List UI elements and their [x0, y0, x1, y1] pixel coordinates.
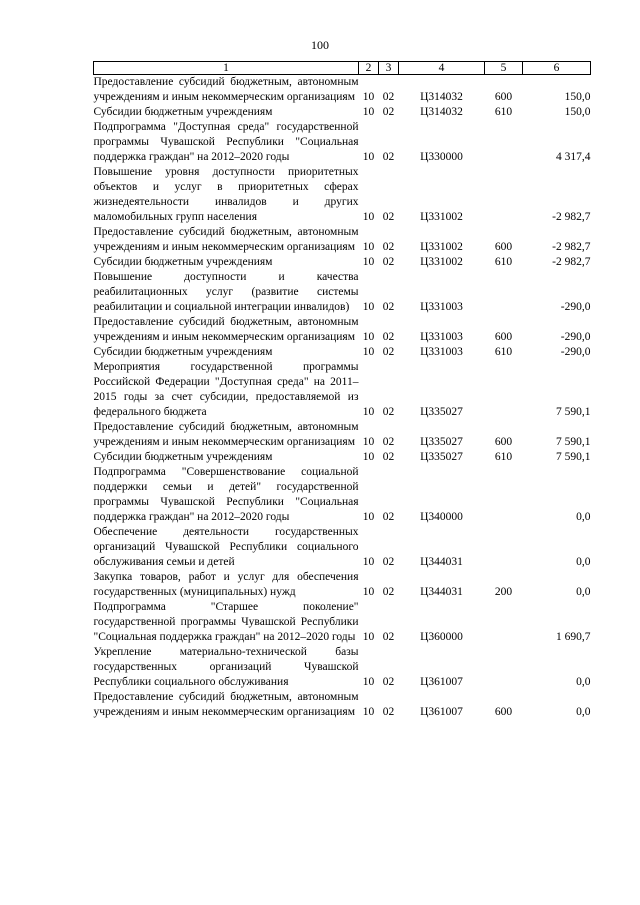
- row-section: 10: [362, 406, 375, 418]
- row-target-article: Ц335027: [420, 436, 463, 448]
- row-target-article: Ц331003: [420, 331, 463, 343]
- row-amount: 1 690,7: [556, 631, 591, 643]
- row-expense-type: 600: [494, 331, 513, 343]
- row-section: 10: [362, 211, 375, 223]
- row-subsection: 02: [382, 301, 395, 313]
- row-expense-type: [485, 360, 523, 420]
- row-subsection: 02: [382, 631, 395, 643]
- column-header-3: 3: [379, 62, 399, 75]
- row-target-article: Ц344031: [420, 556, 463, 568]
- table-row: [94, 165, 591, 225]
- row-subsection: 02: [382, 346, 395, 358]
- table-header-row: [94, 62, 591, 75]
- row-name: Предоставление субсидий бюджетным, автономным учреждениям и иным некоммерческим организациям: [93, 316, 359, 343]
- row-subsection: 02: [382, 106, 395, 118]
- row-section: 10: [362, 106, 375, 118]
- row-section: 10: [362, 451, 375, 463]
- row-subsection: 02: [382, 331, 395, 343]
- table-row: [94, 105, 591, 120]
- row-amount: 0,0: [576, 511, 591, 523]
- row-subsection: 02: [382, 91, 395, 103]
- row-amount: 7 590,1: [556, 451, 591, 463]
- row-subsection: 02: [382, 211, 395, 223]
- row-expense-type: 610: [494, 451, 513, 463]
- row-section: 10: [362, 676, 375, 688]
- table-row: [94, 570, 591, 600]
- row-name: Субсидии бюджетным учреждениям: [93, 451, 273, 463]
- row-amount: 0,0: [576, 676, 591, 688]
- row-name: Укрепление материально-технической базы государственных организаций Чувашской Республики социального обслуживания: [93, 646, 359, 688]
- row-section: 10: [362, 301, 375, 313]
- row-section: 10: [362, 331, 375, 343]
- row-amount: 150,0: [564, 91, 591, 103]
- row-section: 10: [362, 631, 375, 643]
- column-header-1: 1: [94, 62, 359, 75]
- row-expense-type: [485, 645, 523, 690]
- row-section: 10: [362, 511, 375, 523]
- row-target-article: Ц331003: [420, 346, 463, 358]
- table-row: [94, 690, 591, 720]
- row-target-article: Ц361007: [420, 706, 463, 718]
- row-expense-type: 600: [494, 706, 513, 718]
- row-amount: -290,0: [560, 346, 591, 358]
- row-expense-type: [485, 120, 523, 165]
- row-target-article: Ц340000: [420, 511, 463, 523]
- row-section: 10: [362, 706, 375, 718]
- row-section: 10: [362, 346, 375, 358]
- row-name: Мероприятия государственной программы Российской Федерации "Доступная среда" на 2011–2015 годы за счет субсидии, предоставляемой из федерального бюджета: [93, 361, 359, 418]
- row-subsection: 02: [382, 586, 395, 598]
- row-section: 10: [362, 436, 375, 448]
- row-expense-type: 600: [494, 241, 513, 253]
- table-row: [94, 645, 591, 690]
- row-subsection: 02: [382, 511, 395, 523]
- row-expense-type: [485, 270, 523, 315]
- table-row: [94, 255, 591, 270]
- row-name: Обеспечение деятельности государственных организаций Чувашской Республики социального обслуживания семьи и детей: [93, 526, 359, 568]
- row-target-article: Ц331002: [420, 241, 463, 253]
- column-header-4: 4: [399, 62, 485, 75]
- table-row: [94, 360, 591, 420]
- row-subsection: 02: [382, 256, 395, 268]
- row-name: Предоставление субсидий бюджетным, автономным учреждениям и иным некоммерческим организациям: [93, 691, 359, 718]
- row-amount: -290,0: [560, 301, 591, 313]
- row-name: Подпрограмма "Доступная среда" государственной программы Чувашской Республики "Социальная поддержка граждан" на 2012–2020 годы: [93, 121, 359, 163]
- row-name: Закупка товаров, работ и услуг для обеспечения государственных (муниципальных) нужд: [93, 571, 359, 598]
- row-subsection: 02: [382, 556, 395, 568]
- table-row: [94, 525, 591, 570]
- row-expense-type: 610: [494, 106, 513, 118]
- row-expense-type: 600: [494, 436, 513, 448]
- row-target-article: Ц331002: [420, 211, 463, 223]
- table-row: [94, 315, 591, 345]
- row-expense-type: [485, 165, 523, 225]
- row-section: 10: [362, 91, 375, 103]
- row-name: Субсидии бюджетным учреждениям: [93, 256, 273, 268]
- row-subsection: 02: [382, 436, 395, 448]
- row-subsection: 02: [382, 676, 395, 688]
- row-amount: -2 982,7: [552, 211, 591, 223]
- row-section: 10: [362, 241, 375, 253]
- row-subsection: 02: [382, 451, 395, 463]
- row-expense-type: 200: [494, 586, 513, 598]
- row-amount: -2 982,7: [552, 241, 591, 253]
- row-expense-type: [485, 525, 523, 570]
- row-expense-type: 610: [494, 256, 513, 268]
- table-row: [94, 600, 591, 645]
- column-header-2: 2: [359, 62, 379, 75]
- page-number: 100: [311, 38, 329, 52]
- row-amount: 7 590,1: [556, 406, 591, 418]
- row-target-article: Ц335027: [420, 451, 463, 463]
- row-name: Предоставление субсидий бюджетным, автономным учреждениям и иным некоммерческим организациям: [93, 76, 359, 103]
- table-row: [94, 420, 591, 450]
- table-row: [94, 345, 591, 360]
- row-target-article: Ц330000: [420, 151, 463, 163]
- row-amount: 150,0: [564, 106, 591, 118]
- row-expense-type: 610: [494, 346, 513, 358]
- column-header-5: 5: [485, 62, 523, 75]
- row-expense-type: 600: [494, 91, 513, 103]
- row-name: Предоставление субсидий бюджетным, автономным учреждениям и иным некоммерческим организациям: [93, 421, 359, 448]
- row-amount: 0,0: [576, 556, 591, 568]
- row-target-article: Ц314032: [420, 91, 463, 103]
- row-target-article: Ц314032: [420, 106, 463, 118]
- row-name: Подпрограмма "Совершенствование социальной поддержки семьи и детей" государственной программы Чувашской Республики "Социальная поддержка граждан" на 2012–2020 годы: [93, 466, 359, 523]
- row-target-article: Ц331002: [420, 256, 463, 268]
- row-section: 10: [362, 151, 375, 163]
- row-target-article: Ц331003: [420, 301, 463, 313]
- row-name: Повышение уровня доступности приоритетных объектов и услуг в приоритетных сферах жизнедеятельности инвалидов и других маломобильных групп населения: [93, 166, 359, 223]
- budget-table: [93, 61, 591, 720]
- row-target-article: Ц361007: [420, 676, 463, 688]
- row-name: Подпрограмма "Старшее поколение" государственной программы Чувашской Республики "Социальная поддержка граждан" на 2012–2020 годы: [93, 601, 359, 643]
- column-header-6: 6: [523, 62, 591, 75]
- table-row: [94, 120, 591, 165]
- row-target-article: Ц335027: [420, 406, 463, 418]
- row-subsection: 02: [382, 706, 395, 718]
- row-amount: -2 982,7: [552, 256, 591, 268]
- row-amount: 0,0: [576, 706, 591, 718]
- row-amount: 7 590,1: [556, 436, 591, 448]
- row-name: Субсидии бюджетным учреждениям: [93, 346, 273, 358]
- row-amount: -290,0: [560, 331, 591, 343]
- row-name: Предоставление субсидий бюджетным, автономным учреждениям и иным некоммерческим организациям: [93, 226, 359, 253]
- row-subsection: 02: [382, 151, 395, 163]
- table-row: [94, 225, 591, 255]
- row-subsection: 02: [382, 406, 395, 418]
- row-amount: 0,0: [576, 586, 591, 598]
- row-subsection: 02: [382, 241, 395, 253]
- row-expense-type: [485, 465, 523, 525]
- row-section: 10: [362, 586, 375, 598]
- row-amount: 4 317,4: [556, 151, 591, 163]
- table-row: [94, 465, 591, 525]
- row-expense-type: [485, 600, 523, 645]
- row-target-article: Ц344031: [420, 586, 463, 598]
- table-row: [94, 75, 591, 106]
- row-section: 10: [362, 556, 375, 568]
- table-row: [94, 450, 591, 465]
- row-section: 10: [362, 256, 375, 268]
- row-name: Повышение доступности и качества реабилитационных услуг (развитие системы реабилитации и социальной интеграции инвалидов): [93, 271, 359, 313]
- table-row: [94, 270, 591, 315]
- row-target-article: Ц360000: [420, 631, 463, 643]
- row-name: Субсидии бюджетным учреждениям: [93, 106, 273, 118]
